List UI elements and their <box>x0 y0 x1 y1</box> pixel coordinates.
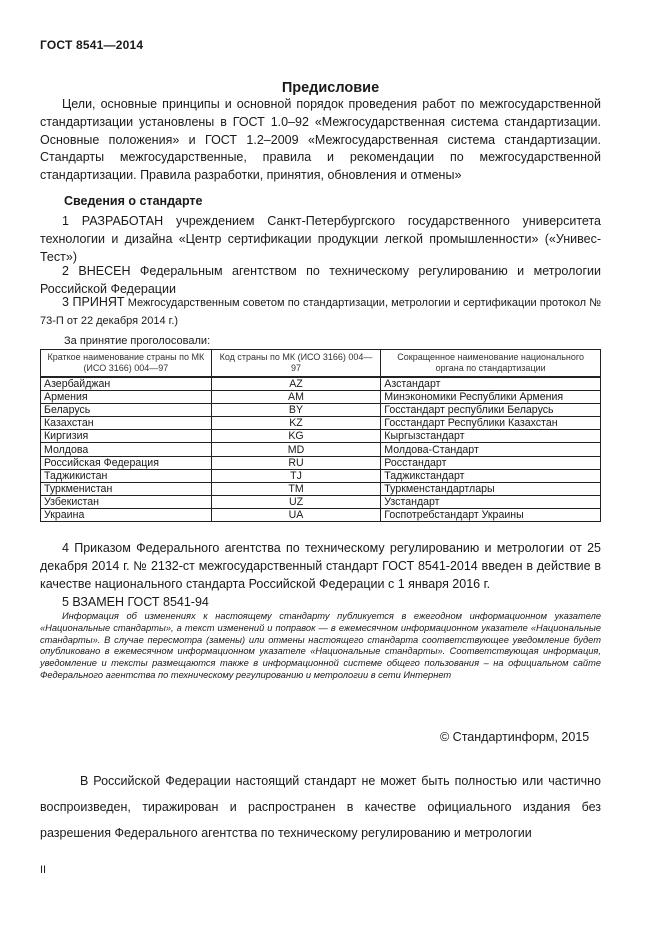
header-code: Код страны по МК (ИСО 3166) 004—97 <box>211 350 381 378</box>
table-row <box>41 443 601 456</box>
foreword-intro: Цели, основные принципы и основной порядок проведения работ по межгосударственной стандартизации установлены в ГОСТ 1.0–92 «Межгосударственная система стандартизации. Основные положения» и ГОСТ 1.2–2009 «Межгосударственная система стандартизации. Стандарты межгосударственные, правила и рекомендации по межгосударственной стандартизации. Правила разработки, принятия, обновления и отмены» <box>40 97 601 183</box>
body-cell: Узстандарт <box>381 495 601 508</box>
body-cell: Таджикстандарт <box>381 469 601 482</box>
table-row <box>41 456 601 469</box>
legal-notice: В Российской Федерации настоящий стандарт не может быть полностью или частично воспроизведен, тиражирован и распространен в качестве официального издания без разрешения Федерального агентства по техническому регулированию и метрологии <box>40 774 601 840</box>
code-cell: AZ <box>211 377 381 391</box>
country-cell: Украина <box>41 508 212 521</box>
table-row <box>41 469 601 482</box>
body-cell: Туркменстандартлары <box>381 482 601 495</box>
order-item: 4 Приказом Федерального агентства по техническому регулированию и метрологии от 25 декабря 2014 г. № 2132-ст межгосударственный стандарт ГОСТ 8541-2014 введен в действие в качестве национального стандарта Российской Федерации с 1 января 2016 г. <box>40 541 601 591</box>
country-cell: Таджикистан <box>41 469 212 482</box>
code-cell: UA <box>211 508 381 521</box>
information-note: Информация об изменениях к настоящему стандарту публикуется в ежегодном информационном указателе «Национальные стандарты», а текст изменений и поправок — в ежемесячном информационном указателе «Национальные стандарты». В случае пересмотра (замены) или отмены настоящего стандарта соответствующее уведомление будет опубликовано в ежемесячном информационном указателе «Национальные стандарты». Соответствующая информация, уведомление и тексты размещаются также в информационной системе общего пользования – на официальном сайте Федерального агентства по техническому регулированию и метрологии в сети Интернет <box>40 611 601 680</box>
body-cell: Госстандарт Республики Казахстан <box>381 417 601 430</box>
table-row <box>41 377 601 391</box>
country-cell: Казахстан <box>41 417 212 430</box>
code-cell: AM <box>211 391 381 404</box>
body-cell: Кыргызстандарт <box>381 430 601 443</box>
replaced-item: 5 ВЗАМЕН ГОСТ 8541-94 <box>62 595 209 609</box>
info-item-adopted <box>40 294 601 330</box>
table-row <box>41 417 601 430</box>
adopted-label: 3 ПРИНЯТ <box>62 295 125 309</box>
voting-table <box>40 349 601 522</box>
country-cell: Молдова <box>41 443 212 456</box>
body-cell: Азстандарт <box>381 377 601 391</box>
code-cell: KG <box>211 430 381 443</box>
body-cell: Госстандарт республики Беларусь <box>381 404 601 417</box>
body-cell: Молдова-Стандарт <box>381 443 601 456</box>
body-cell: Минэкономики Республики Армения <box>381 391 601 404</box>
code-cell: BY <box>211 404 381 417</box>
country-cell: Российская Федерация <box>41 456 212 469</box>
country-cell: Туркменистан <box>41 482 212 495</box>
code-cell: TJ <box>211 469 381 482</box>
country-cell: Узбекистан <box>41 495 212 508</box>
body-cell: Госпотребстандарт Украины <box>381 508 601 521</box>
code-cell: UZ <box>211 495 381 508</box>
code-cell: TM <box>211 482 381 495</box>
code-cell: RU <box>211 456 381 469</box>
code-cell: MD <box>211 443 381 456</box>
table-row <box>41 482 601 495</box>
code-cell: KZ <box>211 417 381 430</box>
page-number: II <box>40 864 47 876</box>
country-cell: Киргизия <box>41 430 212 443</box>
table-row <box>41 495 601 508</box>
table-header-row <box>41 350 601 378</box>
copyright: © Стандартинформ, 2015 <box>440 730 590 744</box>
country-cell: Армения <box>41 391 212 404</box>
document-id: ГОСТ 8541—2014 <box>40 38 144 52</box>
table-row <box>41 430 601 443</box>
table-row <box>41 391 601 404</box>
table-row <box>41 508 601 521</box>
foreword-title: Предисловие <box>281 80 380 96</box>
header-country: Краткое наименование страны по МК (ИСО 3166) 004—97 <box>41 350 212 378</box>
table-row <box>41 404 601 417</box>
info-item-developed: 1 РАЗРАБОТАН учреждением Санкт-Петербургского государственного университета технологии и дизайна «Центр сертификации продукции легкой промышленности» («Унивес-Тест») <box>40 214 601 264</box>
info-item-introduced: 2 ВНЕСЕН Федеральным агентством по техническому регулированию и метрологии Российской Федерации <box>40 264 601 296</box>
country-cell: Беларусь <box>41 404 212 417</box>
adopted-text: Межгосударственным советом по стандартизации, метрологии и сертификации протокол № 73-П от 22 декабря 2014 г.) <box>40 297 602 327</box>
country-cell: Азербайджан <box>41 377 212 391</box>
standard-info-heading: Сведения о стандарте <box>64 194 203 208</box>
body-cell: Росстандарт <box>381 456 601 469</box>
vote-caption: За принятие проголосовали: <box>64 335 211 347</box>
header-body: Сокращенное наименование национального органа по стандартизации <box>381 350 601 378</box>
